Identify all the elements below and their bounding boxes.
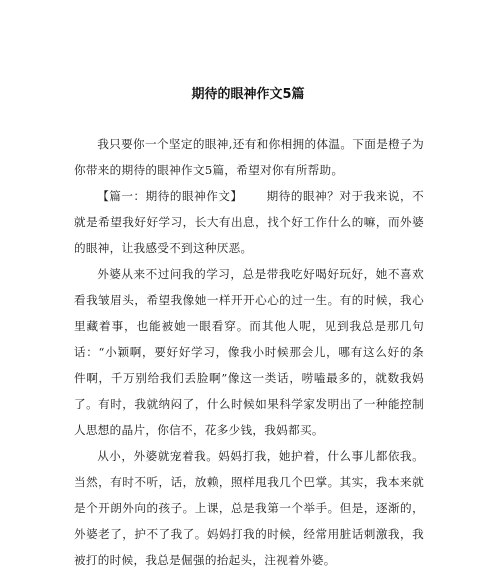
- intro-paragraph: 我只要你一个坚定的眼神,还有和你相拥的体温。下面是橙子为你带来的期待的眼神作文5篇，希望对你有所帮助。: [74, 137, 424, 177]
- paragraph-two: 外婆从来不过问我的学习，总是带我吃好喝好玩好，她不喜欢看我皱眉头，希望我像她一样开开心心的过一生。有的时候，我心里藏着事，也能被她一眼看穿。而其他人呢，见到我总是那几句话：“小颖啊，要好好学习，像我小时候那会儿，哪有这么好的条件啊，千万别给我们丢脸啊”像这一类话，唠嗑最多的，就数我妈了。有时，我就纳闷了，什么时候如果科学家发明出了一种能控制人思想的晶片，你信不，花多少钱，我妈都买。: [74, 267, 424, 437]
- section-one-text: 期待的眼神？对于我来说，不就是希望我好好学习，长大有出息，找个好工作什么的嘛，而外婆的眼神，让我感受不到这种厌恶。: [74, 189, 424, 255]
- paragraph-three: 从小，外婆就宠着我。妈妈打我，她护着，什么事儿都依我。当然，有时不听，话，放赖，照样甩我几个巴掌。其实，我本来就是个开朗外向的孩子。上课，总是我第一个举手。但是，逐渐的，外婆老了，护不了我了。妈妈打我的时候，经常用脏话刺激我，我被打的时候，我总是倔强的抬起头，注视着外婆。: [74, 449, 424, 567]
- section-one-heading: 【篇一：期待的眼神作文】: [97, 189, 243, 203]
- section-one-paragraph: [74, 183, 424, 261]
- document-title: 期待的眼神作文5篇: [191, 87, 305, 102]
- document-body: [74, 131, 424, 573]
